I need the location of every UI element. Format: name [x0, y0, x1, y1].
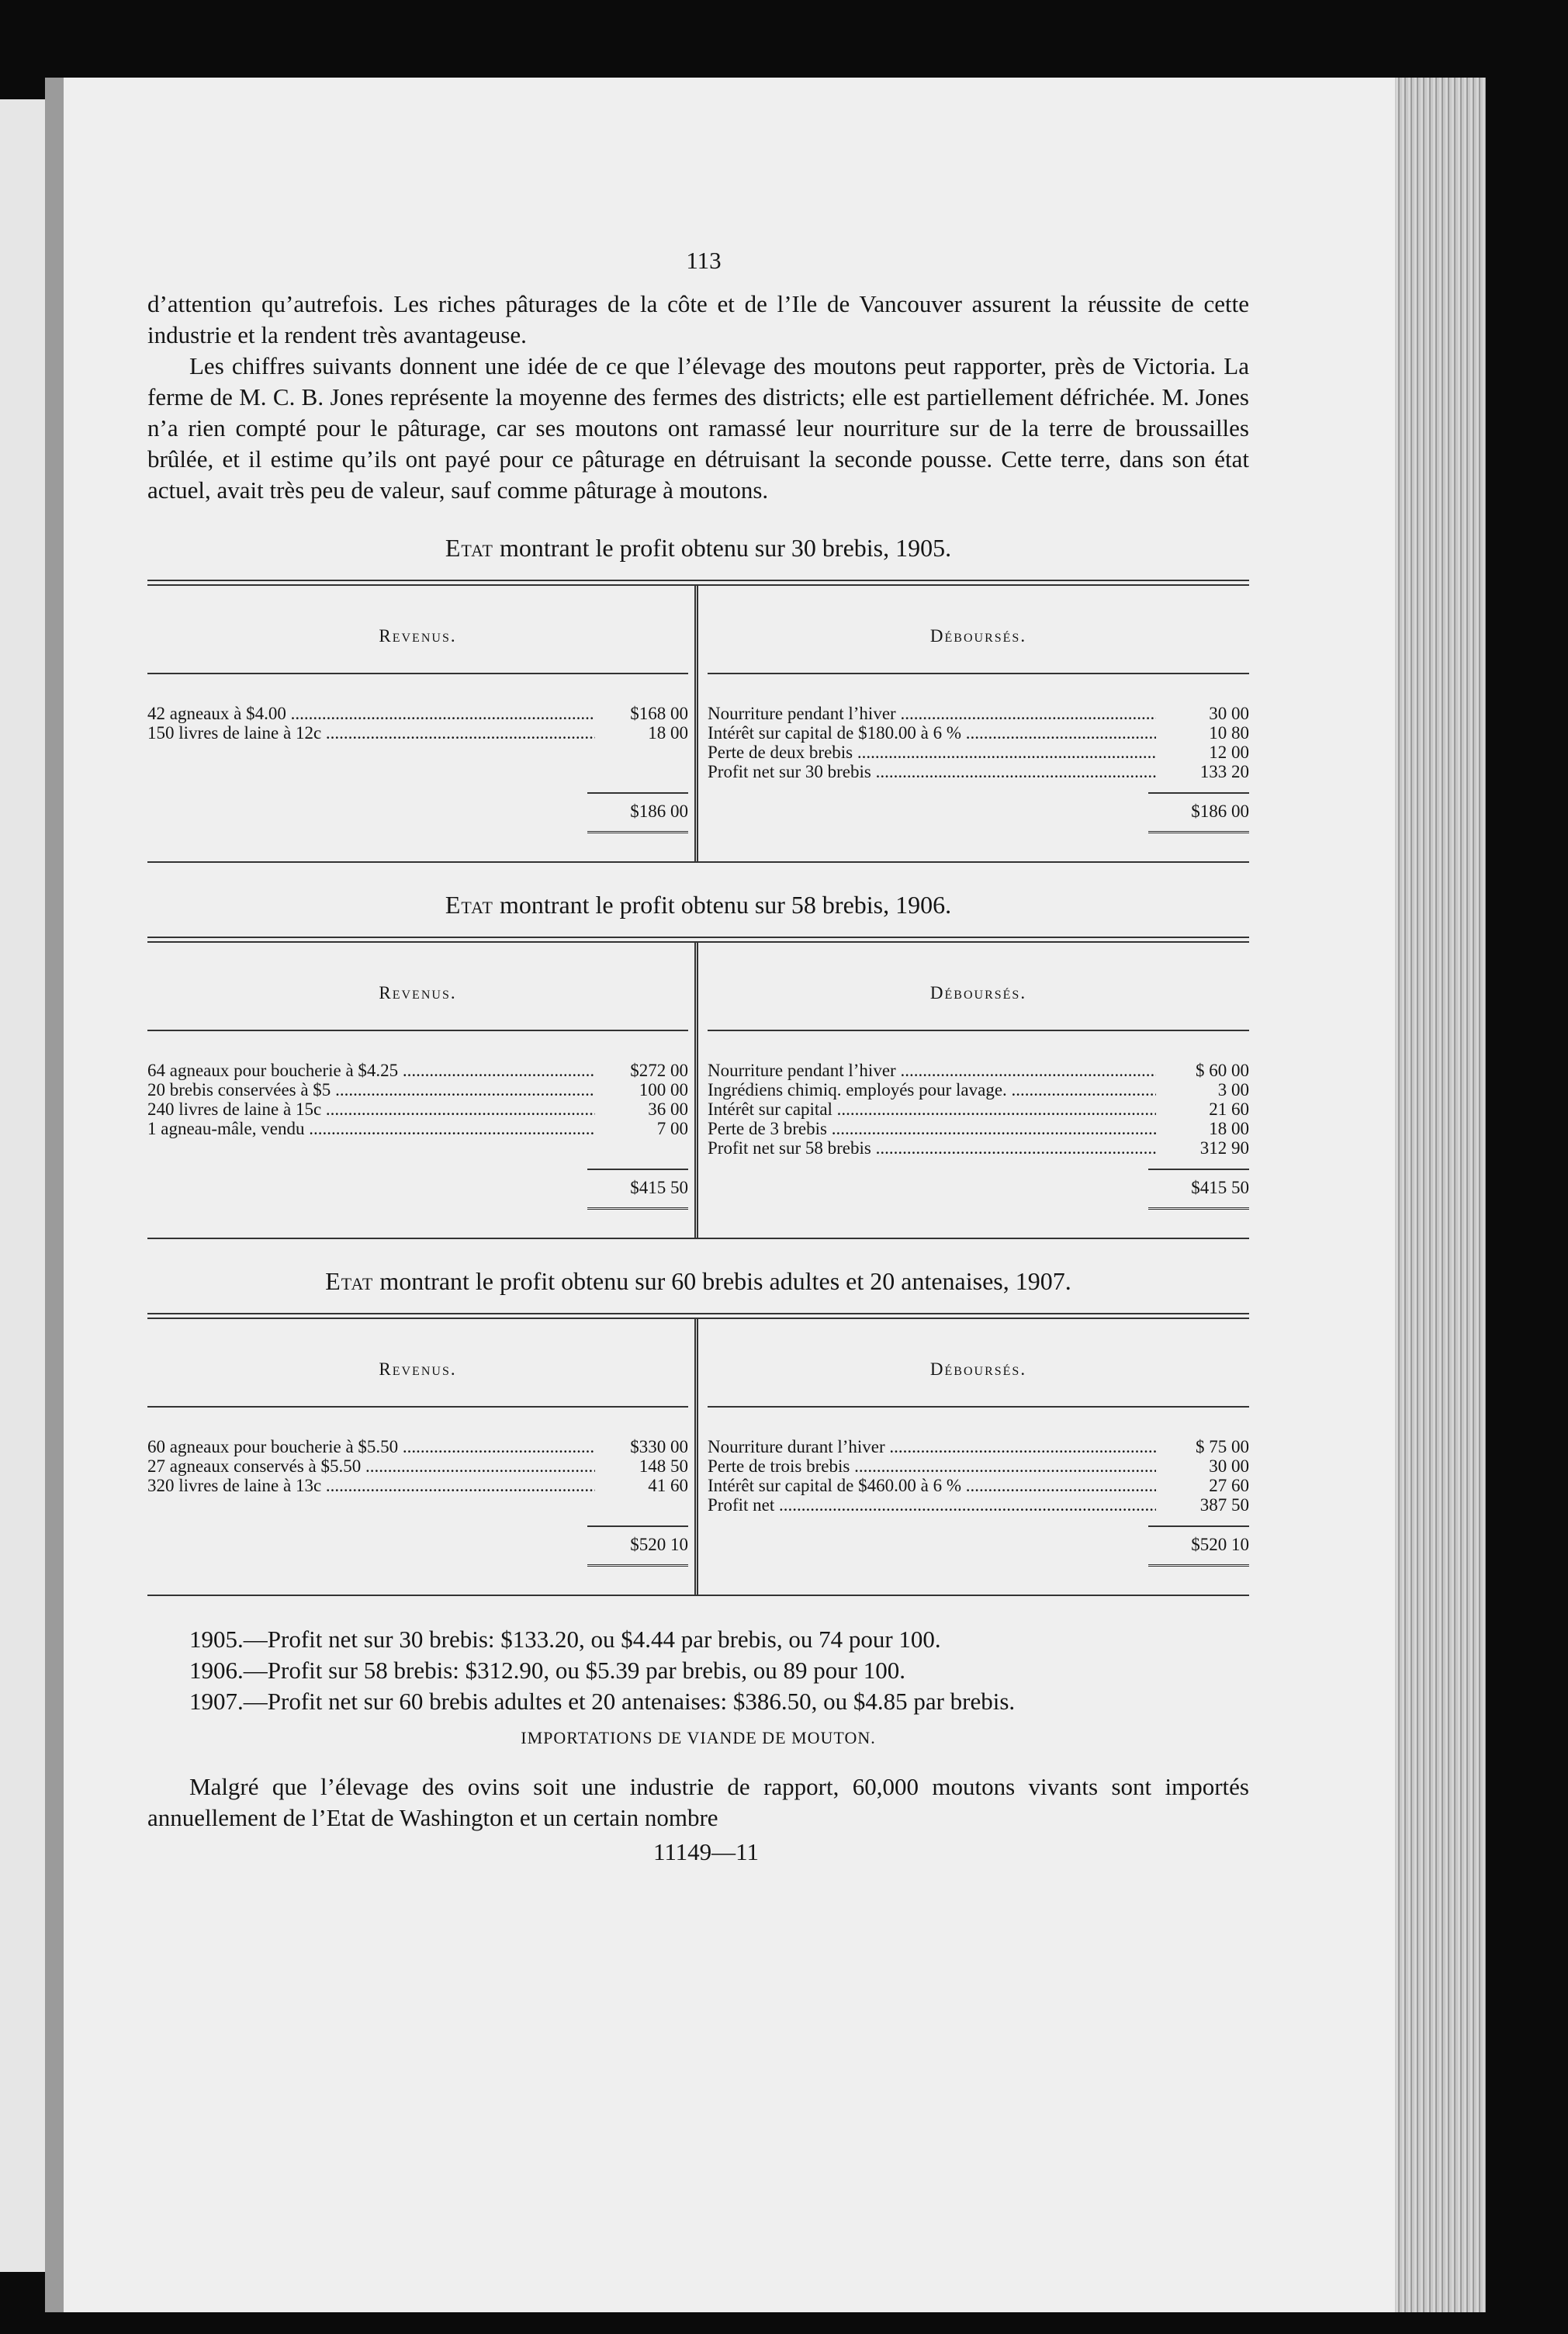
page-number: 113 — [686, 247, 722, 274]
table-1906 — [147, 943, 1249, 1238]
table-row: Perte de 3 brebis ..... 18 00 — [708, 1119, 1249, 1138]
table-row: Profit net sur 58 brebis ..... 312 90 — [708, 1138, 1249, 1158]
table-row: 27 agneaux conservés à $5.50 ..... 148 50 — [147, 1456, 688, 1476]
table-row: Profit net sur 30 brebis ..... 133 20 — [708, 762, 1249, 781]
paragraph-continuation: d’attention qu’autrefois. Les riches pâturages de la côte et de l’Ile de Vancouver assurent la réussite de cette industrie et la rendent très avantageuse. — [147, 290, 1249, 348]
table-top-rule — [147, 1313, 1249, 1319]
revenus-header: Revenus. — [379, 1359, 457, 1379]
book-page — [45, 78, 1395, 2312]
table-row: Intérêt sur capital ..... 21 60 — [708, 1099, 1249, 1119]
table-row: Perte de trois brebis ..... 30 00 — [708, 1456, 1249, 1476]
debourses-total: $186 00 — [1148, 792, 1249, 833]
table-row: Nourriture pendant l’hiver ..... $ 60 00 — [708, 1061, 1249, 1080]
table-row: 240 livres de laine à 15c ..... 36 00 — [147, 1099, 688, 1119]
debourses-header: Déboursés. — [929, 983, 1027, 1003]
signature-mark: 11149—11 — [652, 1838, 760, 1865]
debourses-column — [698, 586, 1249, 861]
revenus-column — [147, 1319, 698, 1595]
table-bottom-rule — [147, 1595, 1249, 1596]
table-row: 60 agneaux pour boucherie à $5.50 ..... $330 00 — [147, 1437, 688, 1456]
revenus-column — [147, 586, 698, 861]
table-row: 150 livres de laine à 12c ..... 18 00 — [147, 723, 688, 743]
table-top-rule — [147, 937, 1249, 943]
table-1907 — [147, 1319, 1249, 1595]
table-row: 320 livres de laine à 13c ..... 41 60 — [147, 1476, 688, 1495]
table-row: 1 agneau-mâle, vendu ..... 7 00 — [147, 1119, 688, 1138]
section-title: IMPORTATIONS DE VIANDE DE MOUTON. — [521, 1728, 876, 1747]
table-caption-1907: Etat montrant le profit obtenu sur 60 brebis adultes et 20 antenaises, 1907. — [325, 1267, 1071, 1295]
debourses-total: $520 10 — [1148, 1525, 1249, 1567]
revenus-total: $520 10 — [587, 1525, 688, 1567]
table-row: Ingrédiens chimiq. employés pour lavage. ..... 3 00 — [708, 1080, 1249, 1099]
table-row: Nourriture durant l’hiver ..... $ 75 00 — [708, 1437, 1249, 1456]
debourses-total: $415 50 — [1148, 1169, 1249, 1210]
table-row: Intérêt sur capital de $180.00 à 6 % ..... 10 80 — [708, 723, 1249, 743]
summary-1906: 1906.—Profit sur 58 brebis: $312.90, ou $5.39 par brebis, ou 89 pour 100. — [189, 1657, 906, 1684]
revenus-total: $415 50 — [587, 1169, 688, 1210]
facing-page-edge — [0, 99, 45, 2272]
revenus-header: Revenus. — [379, 983, 457, 1003]
revenus-header: Revenus. — [379, 626, 457, 646]
table-row: 20 brebis conservées à $5 ..... 100 00 — [147, 1080, 688, 1099]
table-row: Profit net ..... 387 50 — [708, 1495, 1249, 1515]
table-bottom-rule — [147, 1238, 1249, 1239]
profit-summary — [147, 1624, 1249, 1717]
paragraph-intro: Les chiffres suivants donnent une idée de ce que l’élevage des moutons peut rapporter, près de Victoria. La ferme de M. C. B. Jones représente la moyenne des fermes des districts; elle est partiellement défrichée. M. Jones n’a rien compté pour le pâturage, car ses moutons ont ramassé leur nourriture sur de la terre de broussailles brûlée, et il estime qu’ils ont payé pour ce pâturage en détruisant la seconde pousse. Cette terre, dans son état actuel, avait très peu de valeur, sauf comme pâturage à moutons. — [147, 352, 1249, 504]
table-row: Nourriture pendant l’hiver ..... 30 00 — [708, 704, 1249, 723]
table-1905 — [147, 586, 1249, 861]
revenus-total: $186 00 — [587, 792, 688, 833]
table-row: Perte de deux brebis ..... 12 00 — [708, 743, 1249, 762]
table-row: 64 agneaux pour boucherie à $4.25 ..... $272 00 — [147, 1061, 688, 1080]
table-bottom-rule — [147, 861, 1249, 863]
table-caption-1906: Etat montrant le profit obtenu sur 58 brebis, 1906. — [445, 891, 952, 919]
revenus-column — [147, 943, 698, 1238]
debourses-header: Déboursés. — [929, 1359, 1027, 1379]
table-row: 42 agneaux à $4.00 ..... $168 00 — [147, 704, 688, 723]
summary-1905: 1905.—Profit net sur 30 brebis: $133.20, ou $4.44 par brebis, ou 74 pour 100. — [189, 1626, 941, 1653]
debourses-column — [698, 1319, 1249, 1595]
table-caption-1905: Etat montrant le profit obtenu sur 30 brebis, 1905. — [445, 534, 952, 562]
page-content — [147, 247, 1249, 1866]
table-top-rule — [147, 580, 1249, 586]
paragraph-importations: Malgré que l’élevage des ovins soit une industrie de rapport, 60,000 moutons vivants sont importés annuellement de l’Etat de Washington et un certain nombre — [147, 1773, 1249, 1831]
summary-1907: 1907.—Profit net sur 60 brebis adultes et 20 antenaises: $386.50, ou $4.85 par brebis. — [189, 1688, 1016, 1715]
debourses-column — [698, 943, 1249, 1238]
debourses-header: Déboursés. — [929, 626, 1027, 646]
table-row: Intérêt sur capital de $460.00 à 6 % ..... 27 60 — [708, 1476, 1249, 1495]
